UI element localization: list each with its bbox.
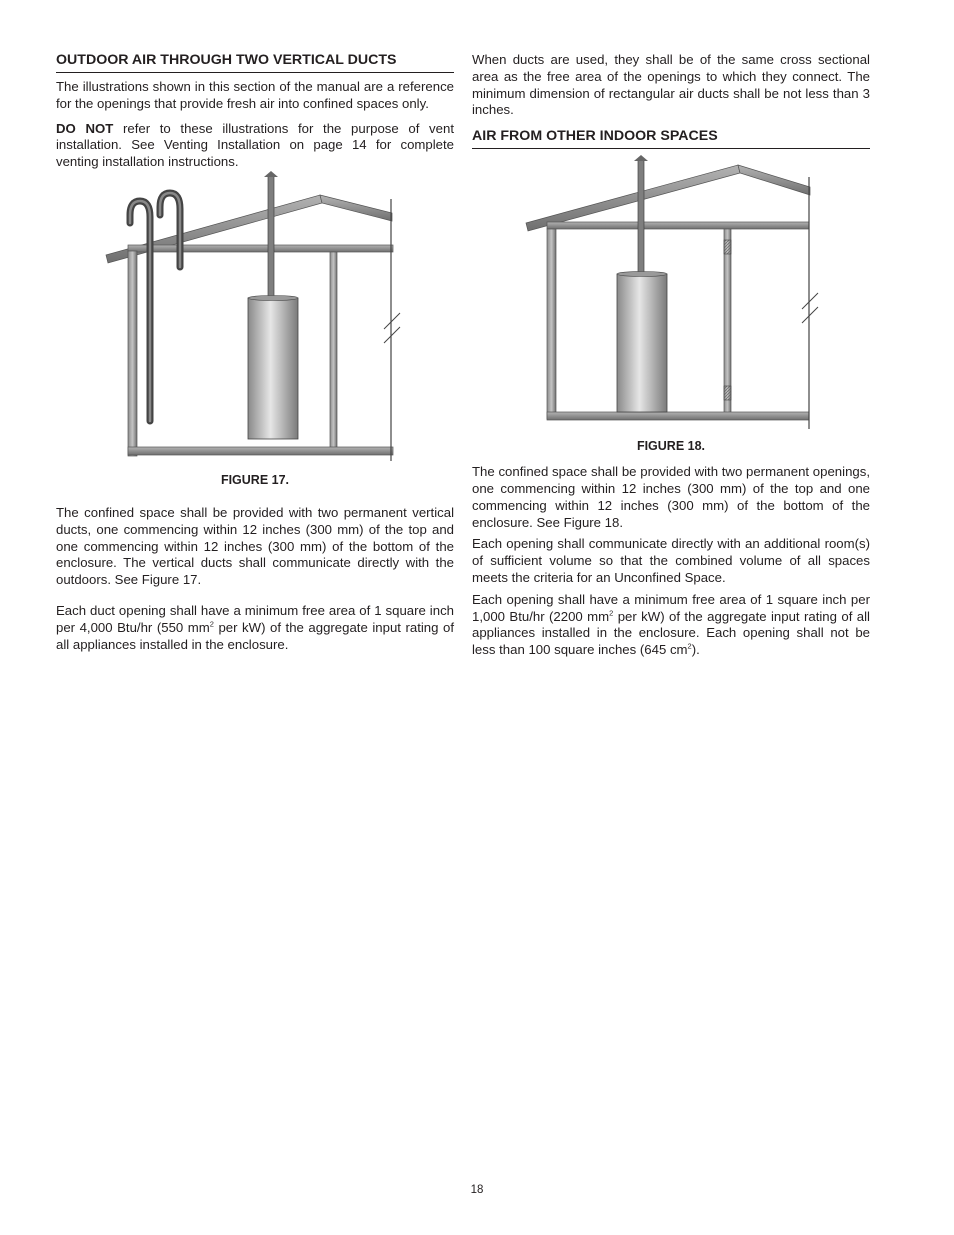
duct-area-sup: 2 [209, 619, 214, 629]
do-not-emphasis: DO NOT [56, 120, 114, 136]
figure-18-caption: FIGURE 18. [636, 439, 706, 454]
section-heading-indoor-air: AIR FROM OTHER INDOOR SPACES [472, 128, 870, 149]
intro-paragraph: The illustrations shown in this section of the manual are a reference for the openings that provide fresh air into confined spaces only. [56, 79, 454, 111]
right-column [472, 52, 870, 659]
do-not-paragraph [56, 121, 454, 171]
figure-17-illustration [54, 171, 452, 471]
duct-free-area-paragraph [56, 603, 454, 653]
section-heading-outdoor-air: OUTDOOR AIR THROUGH TWO VERTICAL DUCTS [56, 52, 454, 73]
permanent-openings-paragraph: The confined space shall be provided with two permanent openings, one commencing within 12 inches (300 mm) of the top and one commencing within 12 inches (300 mm) of the bottom of the enclosure. See Figure 18. [472, 464, 870, 530]
do-not-text: refer to these illustrations for the purpose of vent installation. See Venting Installation on page 14 for complete venting installation instructions. [56, 120, 454, 170]
figure-18-illustration [472, 149, 870, 435]
vertical-ducts-paragraph: The confined space shall be provided with two permanent vertical ducts, one commencing within 12 inches (300 mm) of the top and one commencing within 12 inches (300 mm) of the bottom of the enclosure. The vertical ducts shall communicate directly with the outdoors. See Figure 17. [56, 504, 454, 588]
duct-area-text-b: per kW) of the aggregate input rating of all appliances installed in the enclosure. [56, 619, 454, 652]
opening-area-text-a: Each opening shall have a minimum free area of 1 square inch per 1,000 Btu/hr (2200 mm [472, 591, 870, 624]
duct-area-text-a: Each duct opening shall have a minimum free area of 1 square inch per 4,000 Btu/hr (550 mm [56, 602, 454, 635]
communicate-paragraph: Each opening shall communicate directly with an additional room(s) of sufficient volume so that the combined volume of all spaces meets the criteria for an Unconfined Space. [472, 536, 870, 585]
opening-free-area-paragraph [472, 592, 870, 659]
duct-size-paragraph: When ducts are used, they shall be of the same cross sectional area as the free area of the openings to which they connect. The minimum dimension of rectangular air ducts shall be not less than 3 inches. [472, 52, 870, 118]
page-number: 18 [470, 1184, 484, 1196]
opening-area-sup-2: 2 [687, 641, 692, 651]
opening-area-text-c: ). [691, 642, 700, 658]
figure-17-caption: FIGURE 17. [220, 472, 290, 487]
opening-area-sup-1: 2 [609, 608, 614, 618]
opening-area-text-b: per kW) of the aggregate input rating of all appliances installed in the enclosure. Each opening shall not be less than 100 square inches (645 cm [472, 608, 870, 658]
left-column [56, 52, 454, 653]
